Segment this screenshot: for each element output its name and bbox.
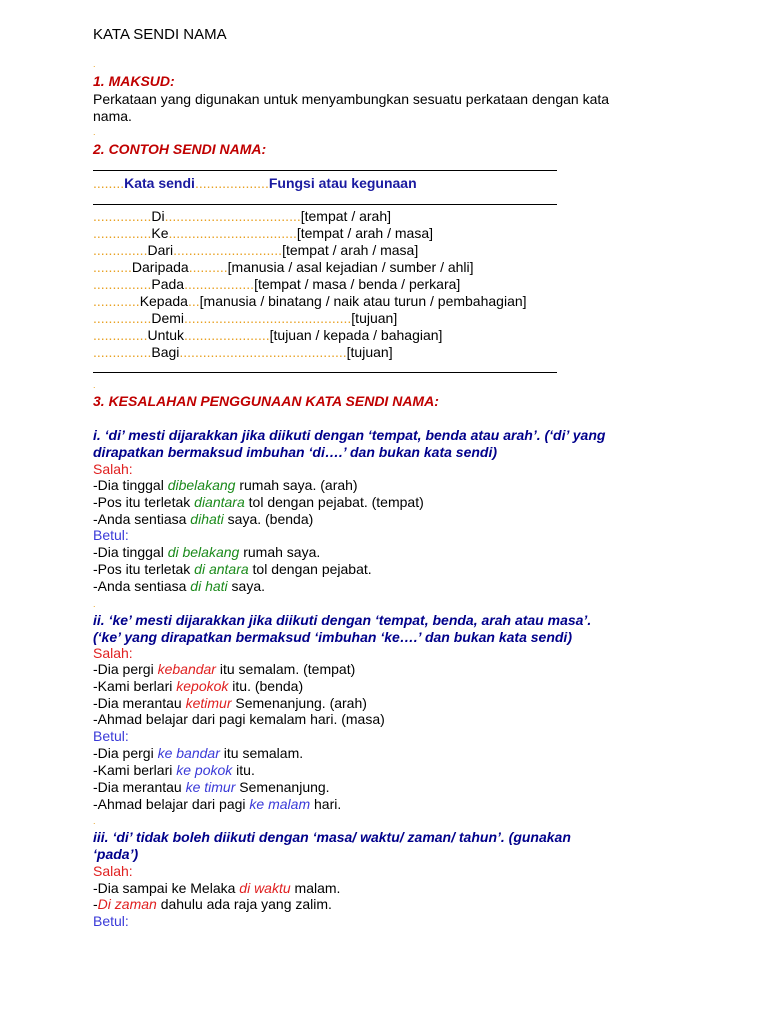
section-2-heading: 2. CONTOH SENDI NAMA:	[93, 141, 267, 157]
example-text: rumah saya. (arah)	[235, 477, 358, 493]
betul-label: Betul:	[93, 913, 129, 929]
bullet-dot: .	[93, 380, 96, 390]
leader-dots: ...............	[93, 208, 152, 224]
salah-label: Salah:	[93, 461, 133, 477]
section-3-heading: 3. KESALAHAN PENGGUNAAN KATA SENDI NAMA:	[93, 393, 439, 409]
example-line	[93, 796, 341, 813]
example-highlight: di belakang	[167, 544, 240, 560]
table-function: [manusia / binatang / naik atau turun / pembahagian]	[199, 293, 527, 309]
example-line	[93, 661, 355, 678]
table-function: [tujuan]	[351, 310, 398, 326]
example-text: -Pos itu terletak	[93, 494, 195, 510]
example-text: saya.	[227, 578, 266, 594]
table-word: Di	[151, 208, 165, 224]
example-line	[93, 494, 424, 511]
example-text: itu. (benda)	[228, 678, 304, 694]
table-word: Kepada	[139, 293, 188, 309]
example-text: -Pos itu terletak	[93, 561, 195, 577]
leader-dots: ...............	[93, 276, 152, 292]
salah-label: Salah:	[93, 645, 133, 661]
example-highlight: kebandar	[157, 661, 216, 677]
example-highlight: di antara	[194, 561, 249, 577]
table-row	[93, 208, 391, 225]
leader-dots: ...............	[93, 310, 152, 326]
page-title: KATA SENDI NAMA	[93, 26, 227, 43]
example-highlight: Di zaman	[97, 896, 157, 912]
section-1-text-line-2: nama.	[93, 108, 132, 124]
table-header-col-2: Fungsi atau kegunaan	[268, 175, 417, 191]
leader-dots: ...	[187, 293, 200, 309]
leader-dots: ...........................................	[179, 344, 347, 360]
table-function: [manusia / asal kejadian / sumber / ahli]	[227, 259, 474, 275]
table-word: Dari	[147, 242, 174, 258]
betul-label: Betul:	[93, 527, 129, 543]
example-text: saya. (benda)	[223, 511, 314, 527]
example-highlight: di waktu	[239, 880, 291, 896]
example-line	[93, 779, 330, 796]
rule-i-line-2: dirapatkan bermaksud imbuhan ‘di….’ dan bukan kata sendi)	[93, 444, 498, 460]
example-highlight: dihati	[190, 511, 224, 527]
example-text: -Anda sentiasa	[93, 511, 191, 527]
table-word: Bagi	[151, 344, 180, 360]
example-text: -Dia merantau	[93, 779, 186, 795]
table-function: [tempat / arah]	[300, 208, 392, 224]
example-highlight: diantara	[194, 494, 245, 510]
rule-ii-line-2: (‘ke’ yang dirapatkan bermaksud ‘imbuhan ‘ke….’ dan bukan kata sendi)	[93, 629, 572, 645]
leader-dots: ...................................	[164, 208, 301, 224]
bullet-dot: .	[93, 599, 96, 609]
betul-label: Betul:	[93, 728, 129, 744]
table-rule-bottom	[93, 372, 557, 373]
example-text: -	[93, 896, 98, 912]
section-1-heading: 1. MAKSUD:	[93, 73, 175, 89]
example-text: -Dia merantau	[93, 695, 186, 711]
leader-dots: ..........	[93, 259, 132, 275]
leader-dots: ...........................................	[184, 310, 352, 326]
leader-dots: ..........	[188, 259, 228, 275]
example-line	[93, 511, 313, 528]
example-text: -Dia tinggal	[93, 544, 168, 560]
table-row	[93, 293, 527, 310]
leader-dots: ..............	[93, 242, 148, 258]
table-header-col-1: Kata sendi	[124, 175, 195, 191]
salah-label: Salah:	[93, 863, 133, 879]
table-word: Pada	[151, 276, 185, 292]
leader-dots: ......................	[184, 327, 270, 343]
example-text: tol dengan pejabat. (tempat)	[244, 494, 424, 510]
example-text: itu semalam.	[219, 745, 304, 761]
example-highlight: ketimur	[185, 695, 232, 711]
example-line	[93, 880, 340, 897]
table-row	[93, 327, 442, 344]
table-row	[93, 225, 433, 242]
example-highlight: kepokok	[176, 678, 229, 694]
example-line	[93, 711, 385, 728]
table-row	[93, 242, 418, 259]
rule-i-line-1: i. ‘di’ mesti dijarakkan jika diikuti dengan ‘tempat, benda atau arah’. (‘di’ yang	[93, 427, 606, 443]
leader-dots: ...................	[194, 175, 269, 191]
leader-dots: ...............	[93, 225, 152, 241]
table-function: [tempat / arah / masa]	[282, 242, 419, 258]
example-text: -Ahmad belajar dari pagi kemalam hari. (masa)	[93, 711, 385, 727]
example-line	[93, 896, 332, 913]
leader-dots: ...............	[93, 344, 152, 360]
table-row	[93, 344, 393, 361]
example-text: -Dia sampai ke Melaka	[93, 880, 240, 896]
example-text: -Ahmad belajar dari pagi	[93, 796, 250, 812]
rule-ii-line-1: ii. ‘ke’ mesti dijarakkan jika diikuti dengan ‘tempat, benda, arah atau masa’.	[93, 612, 592, 628]
example-line	[93, 578, 265, 595]
example-text: -Dia pergi	[93, 661, 158, 677]
example-line	[93, 477, 358, 494]
table-rule-top	[93, 170, 557, 171]
section-1-text-line-1: Perkataan yang digunakan untuk menyambungkan sesuatu perkataan dengan kata	[93, 91, 610, 107]
example-highlight: di hati	[190, 578, 228, 594]
rule-iii-line-2: ‘pada’)	[93, 846, 139, 862]
table-word: Ke	[151, 225, 169, 241]
example-text: hari.	[310, 796, 342, 812]
example-text: Semenanjung. (arah)	[231, 695, 367, 711]
bullet-dot: .	[93, 816, 96, 826]
table-header-row	[93, 175, 417, 192]
leader-dots: .................................	[168, 225, 297, 241]
example-highlight: ke pokok	[176, 762, 233, 778]
example-text: dahulu ada raja yang zalim.	[156, 896, 332, 912]
example-line	[93, 745, 303, 762]
table-word: Demi	[151, 310, 185, 326]
example-text: -Dia tinggal	[93, 477, 168, 493]
leader-dots: ..............	[93, 327, 148, 343]
example-highlight: ke malam	[249, 796, 311, 812]
example-text: itu semalam. (tempat)	[215, 661, 356, 677]
example-line	[93, 561, 372, 578]
table-function: [tempat / masa / benda / perkara]	[254, 276, 461, 292]
example-highlight: ke timur	[185, 779, 236, 795]
example-text: -Anda sentiasa	[93, 578, 191, 594]
table-row	[93, 276, 460, 293]
example-line	[93, 762, 255, 779]
example-line	[93, 695, 367, 712]
leader-dots: ............	[93, 293, 140, 309]
table-word: Daripada	[131, 259, 189, 275]
bullet-dot: .	[93, 59, 96, 69]
rule-iii-line-1: iii. ‘di’ tidak boleh diikuti dengan ‘masa/ waktu/ zaman/ tahun’. (gunakan	[93, 829, 571, 845]
example-text: rumah saya.	[239, 544, 321, 560]
example-highlight: ke bandar	[157, 745, 220, 761]
example-line	[93, 544, 320, 561]
table-function: [tempat / arah / masa]	[296, 225, 434, 241]
example-text: itu.	[232, 762, 255, 778]
table-function: [tujuan / kepada / bahagian]	[269, 327, 443, 343]
bullet-dot: .	[93, 127, 96, 137]
table-row	[93, 259, 474, 276]
leader-dots: ..................	[184, 276, 255, 292]
table-word: Untuk	[147, 327, 185, 343]
example-text: -Dia pergi	[93, 745, 158, 761]
leader-dots: ............................	[173, 242, 283, 258]
example-text: -Kami berlari	[93, 762, 177, 778]
example-text: -Kami berlari	[93, 678, 177, 694]
example-highlight: dibelakang	[167, 477, 236, 493]
example-line	[93, 678, 303, 695]
table-row	[93, 310, 397, 327]
example-text: Semenanjung.	[235, 779, 330, 795]
table-rule-header	[93, 204, 557, 205]
example-text: malam.	[290, 880, 341, 896]
example-text: tol dengan pejabat.	[248, 561, 372, 577]
leader-dots: ........	[93, 175, 125, 191]
table-function: [tujuan]	[346, 344, 393, 360]
